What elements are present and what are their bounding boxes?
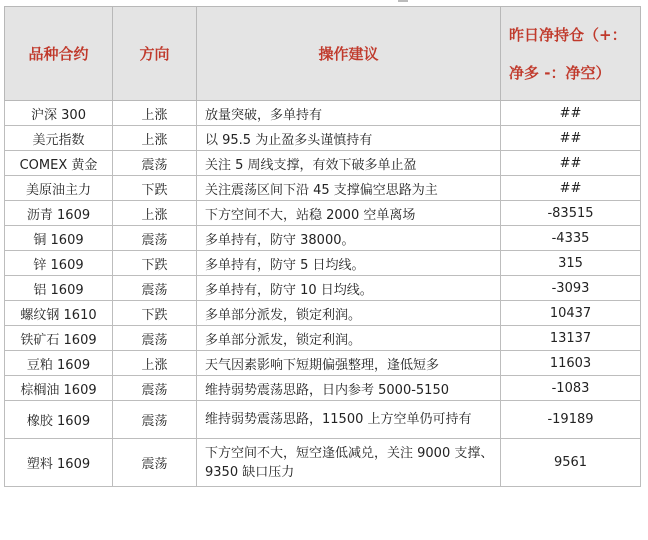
cell-contract: 橡胶 1609 — [5, 401, 113, 439]
cell-position: -3093 — [501, 276, 641, 301]
cell-position: ## — [501, 176, 641, 201]
cell-position: 315 — [501, 251, 641, 276]
table-row — [5, 251, 641, 276]
cell-position: 9561 — [501, 439, 641, 487]
top-edge-mark — [398, 0, 408, 2]
cell-direction: 震荡 — [113, 376, 197, 401]
cell-position: -1083 — [501, 376, 641, 401]
cell-advice: 多单持有，防守 5 日均线。 — [197, 251, 501, 276]
cell-position: 10437 — [501, 301, 641, 326]
table-row — [5, 276, 641, 301]
cell-direction: 下跌 — [113, 251, 197, 276]
table-row — [5, 126, 641, 151]
cell-contract: 沥青 1609 — [5, 201, 113, 226]
cell-advice: 以 95.5 为止盈多头谨慎持有 — [197, 126, 501, 151]
cell-position: ## — [501, 101, 641, 126]
cell-contract: 锌 1609 — [5, 251, 113, 276]
header-direction: 方向 — [113, 7, 197, 101]
cell-direction: 震荡 — [113, 151, 197, 176]
cell-advice: 多单部分派发，锁定利润。 — [197, 326, 501, 351]
header-row — [5, 7, 641, 101]
cell-direction: 下跌 — [113, 301, 197, 326]
cell-advice: 下方空间不大，站稳 2000 空单离场 — [197, 201, 501, 226]
cell-advice: 维持弱势震荡思路，日内参考 5000-5150 — [197, 376, 501, 401]
cell-contract: 美原油主力 — [5, 176, 113, 201]
cell-advice: 关注震荡区间下沿 45 支撑偏空思路为主 — [197, 176, 501, 201]
table-row — [5, 101, 641, 126]
cell-advice: 多单持有，防守 10 日均线。 — [197, 276, 501, 301]
cell-direction: 下跌 — [113, 176, 197, 201]
cell-contract: 铜 1609 — [5, 226, 113, 251]
cell-advice: 多单部分派发，锁定利润。 — [197, 301, 501, 326]
cell-contract: COMEX 黄金 — [5, 151, 113, 176]
cell-position: ## — [501, 151, 641, 176]
cell-position: ## — [501, 126, 641, 151]
header-net-position: 昨日净持仓（+：净多 -：净空） — [501, 7, 641, 101]
table-row — [5, 401, 641, 439]
table-row — [5, 439, 641, 487]
cell-contract: 铁矿石 1609 — [5, 326, 113, 351]
strategy-table — [4, 6, 641, 487]
cell-contract: 铝 1609 — [5, 276, 113, 301]
cell-advice: 维持弱势震荡思路，11500 上方空单仍可持有 — [197, 401, 501, 439]
cell-position: -4335 — [501, 226, 641, 251]
table-row — [5, 176, 641, 201]
table-row — [5, 376, 641, 401]
cell-direction: 震荡 — [113, 276, 197, 301]
table-row — [5, 226, 641, 251]
strategy-table-container — [4, 6, 641, 487]
cell-advice: 多单持有，防守 38000。 — [197, 226, 501, 251]
cell-direction: 震荡 — [113, 439, 197, 487]
cell-advice: 天气因素影响下短期偏强整理，逢低短多 — [197, 351, 501, 376]
table-row — [5, 301, 641, 326]
cell-advice: 关注 5 周线支撑，有效下破多单止盈 — [197, 151, 501, 176]
cell-contract: 塑料 1609 — [5, 439, 113, 487]
cell-position: -19189 — [501, 401, 641, 439]
cell-direction: 震荡 — [113, 326, 197, 351]
cell-advice: 下方空间不大，短空逢低减兑，关注 9000 支撑、9350 缺口压力 — [197, 439, 501, 487]
table-row — [5, 151, 641, 176]
cell-contract: 棕榈油 1609 — [5, 376, 113, 401]
cell-advice: 放量突破，多单持有 — [197, 101, 501, 126]
cell-direction: 震荡 — [113, 226, 197, 251]
cell-contract: 豆粕 1609 — [5, 351, 113, 376]
cell-direction: 上涨 — [113, 126, 197, 151]
table-row — [5, 351, 641, 376]
cell-direction: 上涨 — [113, 201, 197, 226]
cell-contract: 沪深 300 — [5, 101, 113, 126]
cell-contract: 美元指数 — [5, 126, 113, 151]
cell-direction: 上涨 — [113, 101, 197, 126]
header-contract: 品种合约 — [5, 7, 113, 101]
cell-position: 11603 — [501, 351, 641, 376]
table-row — [5, 326, 641, 351]
header-advice: 操作建议 — [197, 7, 501, 101]
cell-position: -83515 — [501, 201, 641, 226]
cell-contract: 螺纹钢 1610 — [5, 301, 113, 326]
cell-direction: 震荡 — [113, 401, 197, 439]
table-row — [5, 201, 641, 226]
cell-direction: 上涨 — [113, 351, 197, 376]
cell-position: 13137 — [501, 326, 641, 351]
